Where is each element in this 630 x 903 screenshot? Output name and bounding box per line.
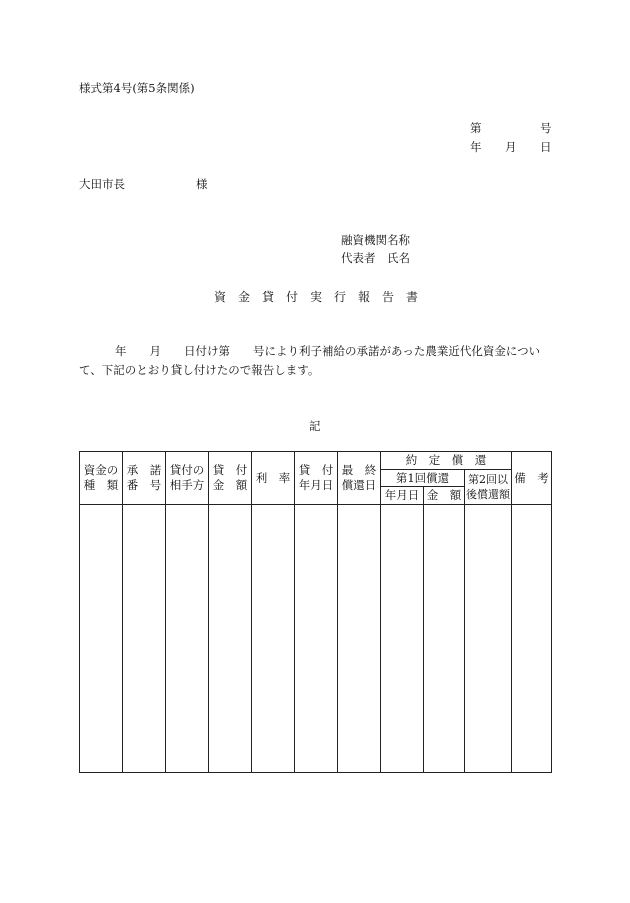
date-month: 月 xyxy=(505,140,517,154)
number-prefix: 第 xyxy=(470,121,482,135)
table-cell xyxy=(123,505,166,773)
table-cell xyxy=(209,505,252,773)
header-remarks: 備 考 xyxy=(512,452,552,505)
header-loan-amount: 貸 付 金 額 xyxy=(209,452,252,505)
header-first-amount: 金 額 xyxy=(424,487,465,505)
table-cell xyxy=(465,505,512,773)
header-approval-number: 承 諾 番 号 xyxy=(123,452,166,505)
header-fund-type: 資金の 種 類 xyxy=(80,452,123,505)
date-year: 年 xyxy=(470,140,482,154)
table-cell xyxy=(381,505,424,773)
table-cell xyxy=(295,505,338,773)
header-scheduled-repayment: 約 定 償 還 xyxy=(381,452,512,470)
header-loan-date: 貸 付 年月日 xyxy=(295,452,338,505)
number-suffix: 号 xyxy=(540,121,552,135)
body-line-2: て、下記のとおり貸し付けたので報告します。 xyxy=(79,363,320,377)
sender-representative: 代表者 氏名 xyxy=(341,251,410,265)
sender-institution: 融資機関名称 xyxy=(341,233,410,247)
ki-label: 記 xyxy=(309,419,321,433)
addressee-honorific: 様 xyxy=(196,177,208,191)
table-cell xyxy=(252,505,295,773)
header-final-repayment: 最 終 償還日 xyxy=(338,452,381,505)
header-second-repayment: 第2回以 後償還額 xyxy=(465,470,512,505)
form-label: 様式第4号(第5条関係) xyxy=(79,81,195,95)
header-borrower: 貸付の 相手方 xyxy=(166,452,209,505)
addressee-name: 大田市長 xyxy=(79,177,125,191)
header-interest-rate: 利 率 xyxy=(252,452,295,505)
date-day: 日 xyxy=(540,140,552,154)
report-table xyxy=(79,451,552,773)
header-first-date: 年月日 xyxy=(381,487,424,505)
table-body-row xyxy=(80,505,552,773)
table-cell xyxy=(80,505,123,773)
table-cell xyxy=(424,505,465,773)
table-cell xyxy=(338,505,381,773)
header-first-repayment: 第1回償還 xyxy=(381,470,465,487)
document-title: 資 金 貸 付 実 行 報 告 書 xyxy=(214,290,419,304)
table-cell xyxy=(166,505,209,773)
table-cell xyxy=(512,505,552,773)
body-line-1: 年 月 日付け第 号により利子補給の承諾があった農業近代化資金につい xyxy=(115,344,541,358)
